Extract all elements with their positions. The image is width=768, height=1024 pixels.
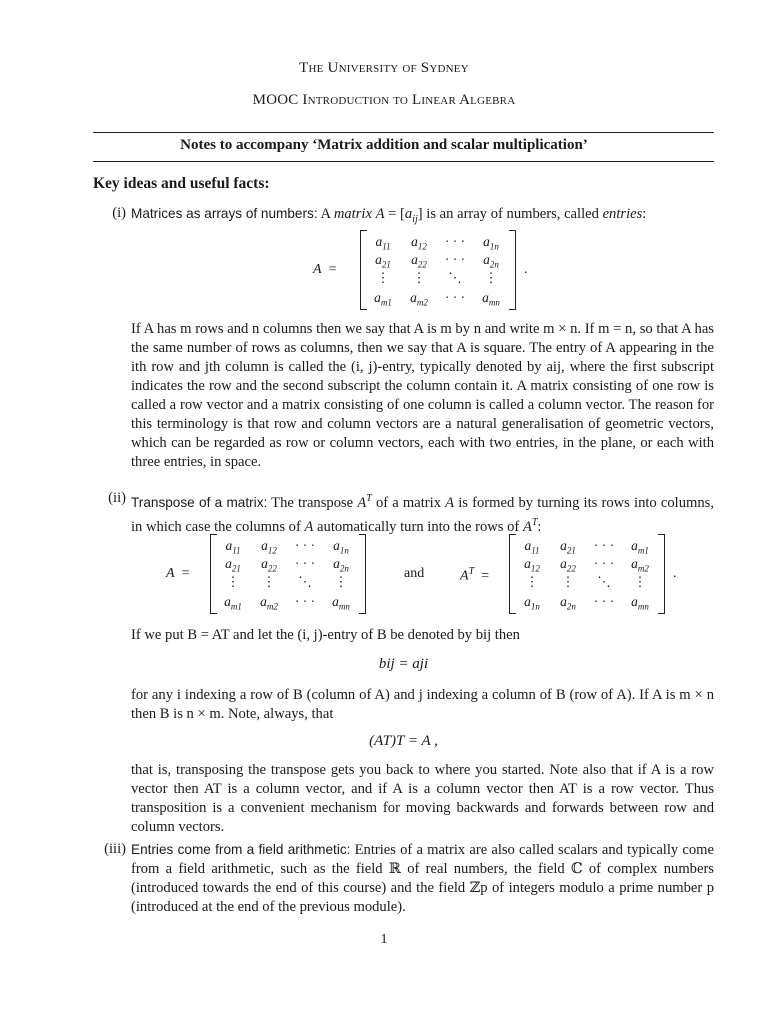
item-marker: (ii): [108, 490, 126, 506]
bottom-rule: [93, 161, 714, 162]
item2-paragraph-2: for any i indexing a row of B (column of A) and j indexing a column of B (row of A). If A is m × n then B is n × m. Note, always, that: [131, 687, 714, 722]
item3-text: Entries of a matrix are also called scalars and typically come from a field arithmetic, such as the field ℝ of real numbers, the field ℂ of complex numbers (introduced towards the end of this course) and the field ℤp of integers modulo a prime number p (introduced at the end of the previous module).: [131, 842, 714, 915]
item-label: Transpose of a matrix:: [131, 494, 268, 510]
matrix-right-bracket: [509, 230, 516, 310]
document-page: The University of Sydney MOOC Introduction to Linear Algebra Notes to accompany ‘Matrix addition and scalar multiplication’ Key ideas and useful facts: (i) Matrices as arrays of numbers: A matrix $A = [a_{ij}]$ is an array of numbers, called entries: A = $a_{11}$ $a_{12}$ · · · $a_{1n}$ $a_{21}$ $a_{22}$ · · · $a_{2n}$ ⋮ ⋮ ⋱ ⋮ $a_{m1}$ $a_{m2}$ · · · $a_{mn}$ . If A has m rows and n columns then we say that A is m by n and write m × n. If m = n, so that A has the same number of rows as columns, then we say that A is square. The entry of A appearing in the ith row and jth column is called the (i, j)-entry, typically denoted by aij, where the first subscript indicates the row and the second subscript the column contain it. A matrix consisting of one row is called a row vector and a matrix consisting of one column is called a column vector. The reason for this terminology is that row and column vectors are a natural generalisation of geometric vectors, which can be regarded as row or column vectors, each with two entries, in the plane, or each with three entries, in space. (ii) Transpose of a matrix: The transpose $A^T$ of a matrix A is formed by turning its rows into columns, in which case the columns of A automatically turn into the rows of $A^T$: A = $a_{11}$ $a_{12}$ · · · $a_{1n}$ $a_{21}$ $a_{22}$ · · · $a_{2n}$ ⋮ ⋮ ⋱ ⋮ $a_{m1}$ $a_{m2}$ · · · $a_{mn}$ and $A^T$ = $a_{11}$ $a_{21}$ · · · $a_{m1}$ $a_{12}$ $a_{22}$ · · · $a_{m2}$ ⋮ ⋮ ⋱ ⋮ $a_{1n}$ $a_{2n}$ · · · $a_{mn}$ . If we put B = AT and let the (i, j)-entry of B be denoted by bij then bij = aji for any i indexing a row of B (column of A) and j indexing a column of B (row of A). If A is m × n then B is n × m. Note, always, that (AT)T = A , that is, transposing the transpose gets you back to where you started. Note also that if A is a row vector then AT is a column vector, and if A is a column vector then AT is a row vector. Thus transposition is a convenient mechanism for moving backwards and forwards between row and column vectors. (iii) Entries come from a field arithmetic: Entries of a matrix are also called scalars and typically come from a field arithmetic, such as the field ℝ of real numbers, the field ℂ of complex numbers (introduced towards the end of this course) and the field ℤp of integers modulo a prime number p (introduced at the end of the previous module). 1: [0, 0, 768, 1024]
matrix-at-label: $A^T$ =: [460, 566, 490, 584]
top-rule: [93, 132, 714, 133]
matrix-a2: $a_{11}$ $a_{12}$ · · · $a_{1n}$ $a_{21}$ $a_{22}$ · · · $a_{2n}$ ⋮ ⋮ ⋱ ⋮ $a_{m1}$ $a_{m2}$ · · · $a_{mn}$: [210, 534, 366, 614]
matrix-a2-label: A =: [166, 566, 190, 581]
key-ideas-heading: Key ideas and useful facts:: [93, 175, 270, 192]
item-label: Matrices as arrays of numbers:: [131, 206, 318, 221]
and-word: and: [404, 566, 425, 581]
matrix-at: $a_{11}$ $a_{21}$ · · · $a_{m1}$ $a_{12}$ $a_{22}$ · · · $a_{m2}$ ⋮ ⋮ ⋱ ⋮ $a_{1n}$ $a_{2n}$ · · · $a_{mn}$: [509, 534, 665, 614]
item-lead: Matrices as arrays of numbers: A matrix $A = [a_{ij}]$ is an array of numbers, called entries:: [131, 206, 647, 225]
matrix-a: $a_{11}$ $a_{12}$ · · · $a_{1n}$ $a_{21}$ $a_{22}$ · · · $a_{2n}$ ⋮ ⋮ ⋱ ⋮ $a_{m1}$ $a_{m2}$ · · · $a_{mn}$: [360, 230, 516, 310]
item2-paragraph-1: If we put B = AT and let the (i, j)-entry of B be denoted by bij then: [131, 627, 520, 643]
matrix-a-label: A =: [313, 262, 337, 277]
item-lead: Transpose of a matrix: The transpose $A^T$ of a matrix A is formed by turning its rows into columns, in which case the columns of A automatically turn into the rows of $A^T$:: [131, 493, 714, 535]
item-marker: (i): [112, 205, 126, 221]
equation-transpose-transpose: (AT)T = A ,: [369, 733, 438, 749]
university-title: The University of Sydney: [299, 60, 469, 76]
notes-title: Notes to accompany ‘Matrix addition and scalar multiplication’: [180, 137, 588, 153]
equation-bij: bij = aji: [378, 656, 429, 672]
item-label: Entries come from a field arithmetic:: [131, 842, 351, 857]
course-title: MOOC Introduction to Linear Algebra: [252, 92, 516, 108]
item1-paragraph: If A has m rows and n columns then we say that A is m by n and write m × n. If m = n, so that A has the same number of rows as columns, then we say that A is square. The entry of A appearing in the ith row and jth column is called the (i, j)-entry, typically denoted by aij, where the first subscript indicates the row and the second subscript the column contain it. A matrix consisting of one row is called a row vector and a matrix consisting of one column is called a column vector. The reason for this terminology is that row and column vectors are a natural generalisation of geometric vectors, which can be regarded as row or column vectors, each with two entries, in the plane, or each with three entries, in space.: [131, 321, 714, 470]
item-body: [131, 840, 714, 917]
page-number: 1: [380, 932, 388, 947]
item-marker: (iii): [104, 841, 126, 857]
item2-paragraph-3: that is, transposing the transpose gets you back to where you started. Note also that if A is a row vector then AT is a column vector, and if A is a column vector then AT is a row vector. Thus transposition is a convenient mechanism for moving backwards and forwards between row and column vectors.: [131, 762, 714, 835]
